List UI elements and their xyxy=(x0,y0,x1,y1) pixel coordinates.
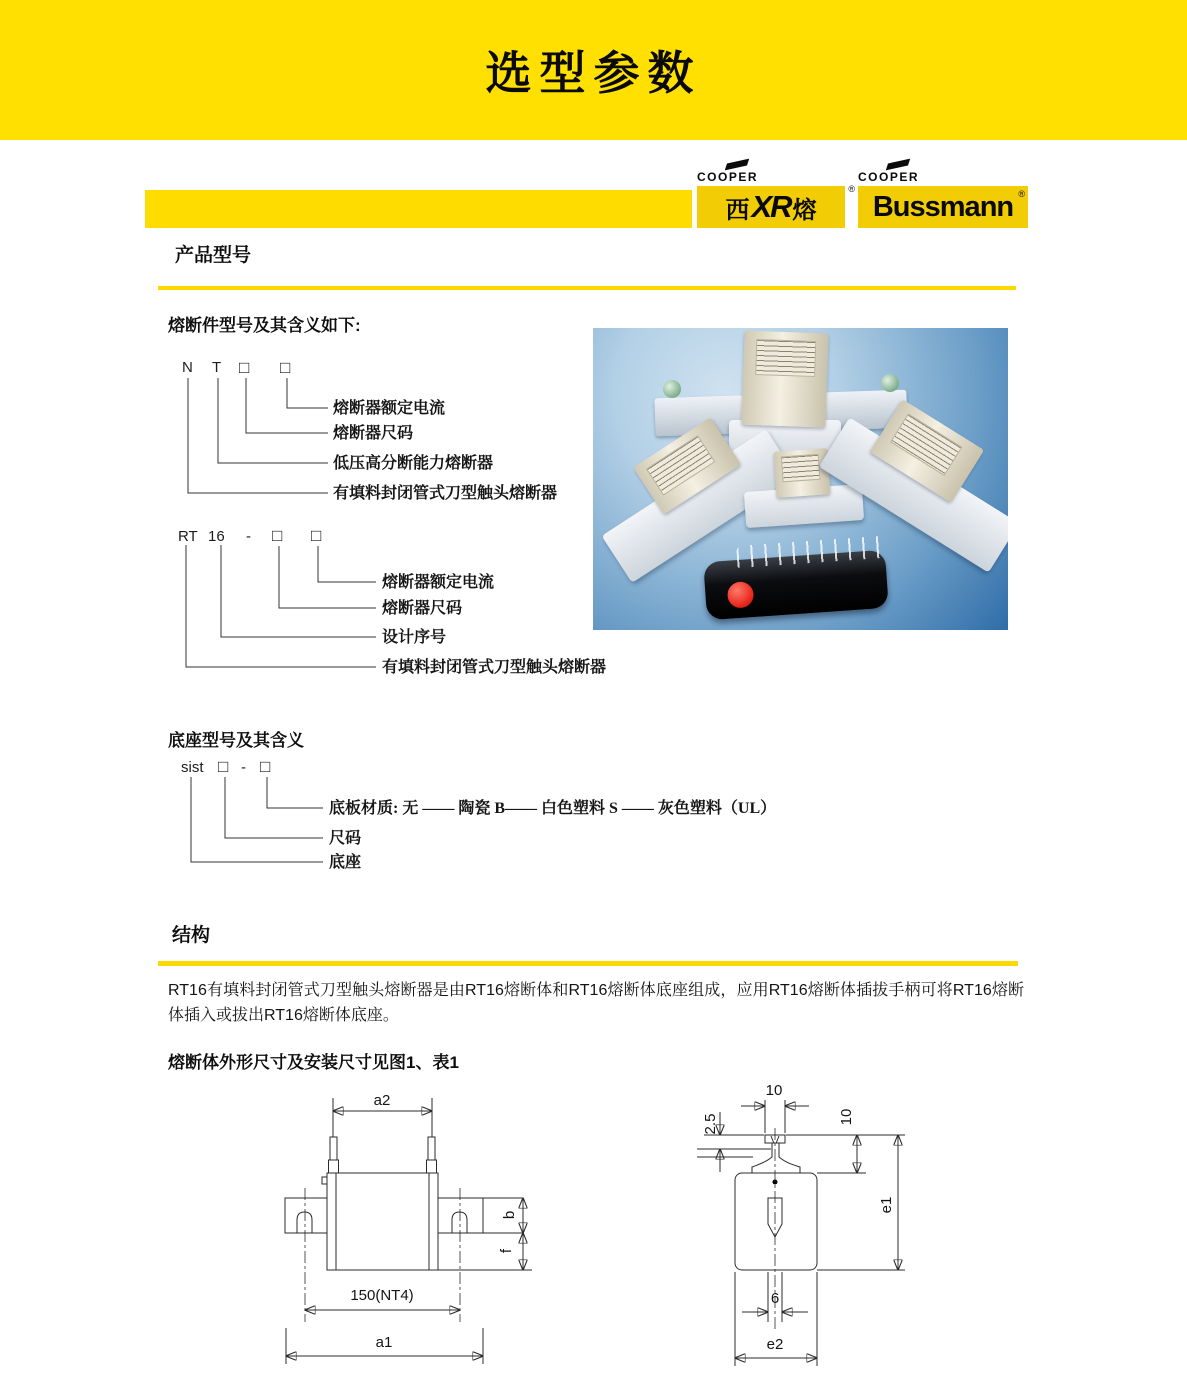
dim-a1: a1 xyxy=(375,1334,393,1351)
registered-mark-icon: ® xyxy=(1018,189,1025,199)
xirong-logo-box xyxy=(697,184,855,228)
bolt xyxy=(881,374,899,392)
yellow-divider xyxy=(158,286,1016,290)
fuse-puller-handle xyxy=(703,550,889,621)
dim-6: 6 xyxy=(770,1290,780,1307)
rt-code-rt: RT xyxy=(178,528,198,545)
dim-e1: e1 xyxy=(878,1196,895,1214)
dim-e2: e2 xyxy=(766,1336,784,1353)
sist-label-base: 底座 xyxy=(329,854,362,871)
nt-label-knife-contact: 有填料封闭管式刀型触头熔断器 xyxy=(333,485,558,502)
nt-label-breaking-capacity: 低压高分断能力熔断器 xyxy=(333,455,494,472)
section-heading-product-model: 产品型号 xyxy=(175,245,252,266)
nt-label-size: 熔断器尺码 xyxy=(333,425,414,442)
cooper-label: COOPER xyxy=(858,170,920,184)
cooper-wordmark xyxy=(858,170,1028,186)
handle-red-button xyxy=(727,581,755,609)
nt-placeholder-box-1: □ xyxy=(239,358,250,377)
rt-placeholder-box-1: □ xyxy=(272,526,283,545)
rt-code-16: 16 xyxy=(208,528,225,545)
dimension-figure xyxy=(140,1075,1047,1385)
front-view-drawing xyxy=(285,1092,532,1364)
cooper-label: COOPER xyxy=(697,170,759,184)
rt-label-size: 熔断器尺码 xyxy=(382,600,463,617)
handle-grip-strip xyxy=(736,536,887,568)
cooper-flag-icon xyxy=(725,159,749,171)
rt-code-dash: - xyxy=(246,528,251,545)
rt-label-rated-current: 熔断器额定电流 xyxy=(382,574,495,591)
sist-code: sist xyxy=(181,759,204,776)
fuse-body-small xyxy=(773,448,830,498)
yellow-divider xyxy=(158,961,1018,966)
fuse-body-center-top xyxy=(741,331,828,428)
rt-placeholder-box-2: □ xyxy=(311,526,322,545)
nt-placeholder-box-2: □ xyxy=(280,358,291,377)
sist-placeholder-box-1: □ xyxy=(218,757,229,776)
dim-a2: a2 xyxy=(373,1092,391,1109)
nt-code-t: T xyxy=(212,359,222,376)
sist-code-dash: - xyxy=(241,759,246,776)
dim-150nt4: 150(NT4) xyxy=(350,1287,414,1304)
cooper-wordmark xyxy=(697,170,845,186)
brand-rule-bar xyxy=(145,190,692,228)
bolt xyxy=(663,380,681,398)
bussmann-logo xyxy=(858,170,1028,228)
dim-2-5: 2.5 xyxy=(702,1113,719,1135)
fuse-model-intro: 熔断件型号及其含义如下: xyxy=(168,316,361,335)
bussmann-name: Bussmann xyxy=(872,190,1014,223)
title-banner xyxy=(0,0,1187,140)
xr-mark: XR xyxy=(751,189,791,224)
xirong-left-char: 西 xyxy=(725,196,750,224)
structure-paragraph: RT16有填料封闭管式刀型触头熔断器是由RT16熔断体和RT16熔断体底座组成，应用RT16熔断体插拔手柄可将RT16熔断体插入或拔出RT16熔断体底座。 xyxy=(168,982,1024,1024)
section-heading-structure: 结构 xyxy=(172,925,211,946)
registered-mark-icon: ® xyxy=(848,184,855,194)
rt-label-knife-contact: 有填料封闭管式刀型触头熔断器 xyxy=(382,659,607,676)
bussmann-logo-box xyxy=(858,186,1028,228)
dim-b: b xyxy=(501,1210,518,1220)
figure-caption: 熔断体外形尺寸及安装尺寸见图1、表1 xyxy=(168,1053,459,1072)
page-title: 选型参数 xyxy=(485,47,702,99)
product-photo xyxy=(593,328,1008,630)
dim-top-10: 10 xyxy=(765,1082,783,1099)
cooper-flag-icon xyxy=(886,159,910,171)
dim-right-10: 10 xyxy=(838,1108,855,1126)
sist-placeholder-box-2: □ xyxy=(260,757,271,776)
side-view-drawing xyxy=(697,1082,905,1366)
nt-code-n: N xyxy=(182,359,193,376)
sist-label-size: 尺码 xyxy=(329,830,362,847)
nt-label-rated-current: 熔断器额定电流 xyxy=(333,400,446,417)
sist-label-base-material: 底板材质: 无 —— 陶瓷 B—— 白色塑料 S —— 灰色塑料（UL） xyxy=(329,800,777,817)
xirong-right-char: 熔 xyxy=(792,196,817,224)
dim-f: f xyxy=(498,1248,515,1254)
xirong-logo xyxy=(697,170,855,228)
rt-label-design-serial: 设计序号 xyxy=(382,629,447,646)
section-heading-base-model: 底座型号及其含义 xyxy=(168,731,304,750)
